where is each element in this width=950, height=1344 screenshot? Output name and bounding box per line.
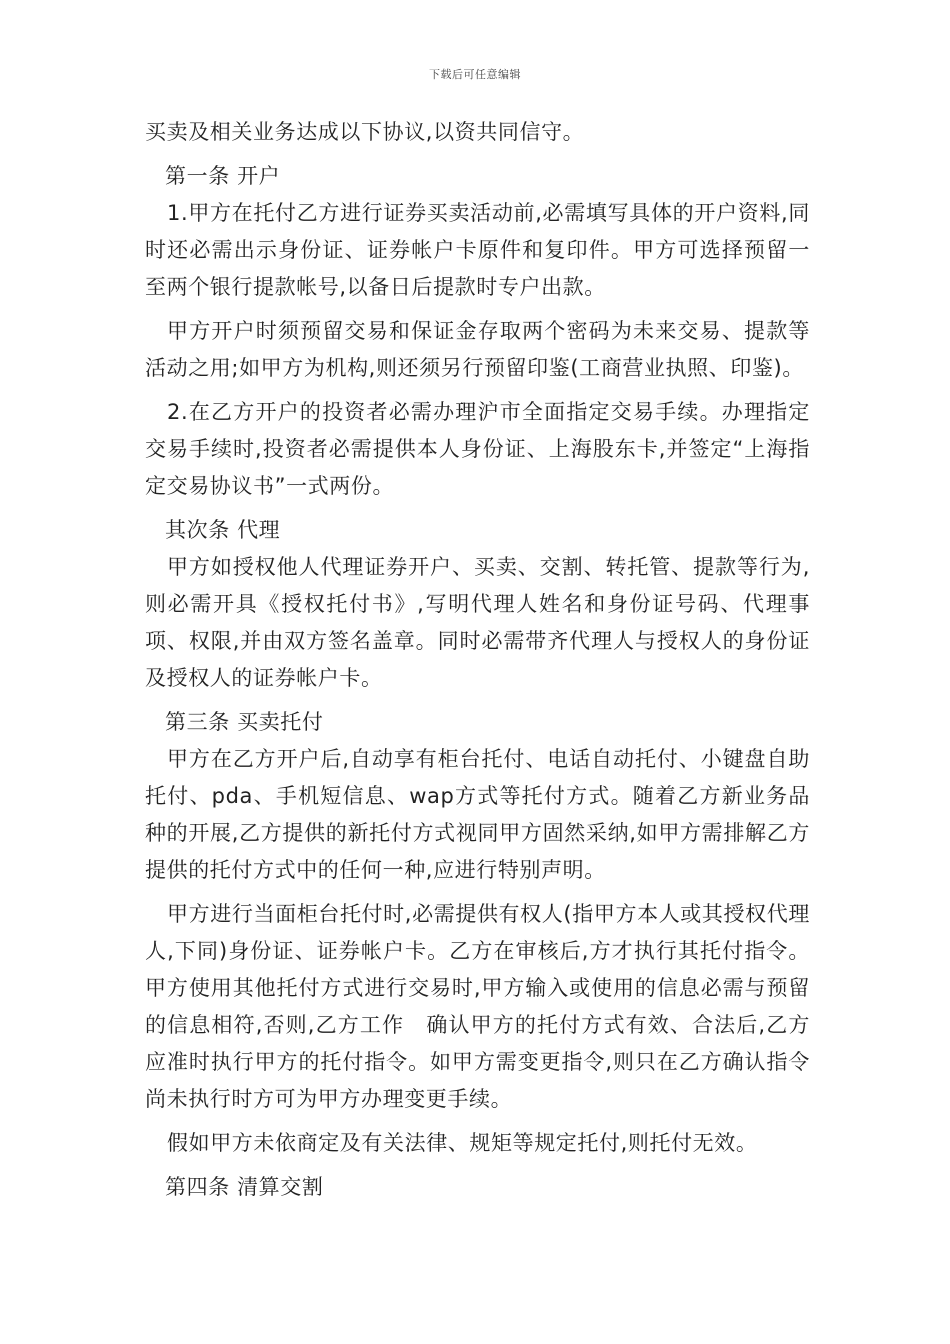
article-heading-2: 其次条 代理 [165, 518, 281, 542]
paragraph-account-opening-2: 甲方开户时须预留交易和保证金存取两个密码为未来交易、提款等活动之用;如甲方为机构,则还须另行预留印鉴(工商营业执照、印鉴)。 [145, 319, 810, 380]
header-note: 下载后可任意编辑 [429, 68, 521, 81]
article-heading-1: 第一条 开户 [165, 164, 281, 188]
paragraph-account-opening-1: 1.甲方在托付乙方进行证券买卖活动前,必需填写具体的开户资料,同时还必需出示身份证、证券帐户卡原件和复印件。甲方可选择预留一至两个银行提款帐号,以备日后提款时专户出款。 [145, 201, 810, 299]
article-heading-3: 第三条 买卖托付 [165, 710, 324, 734]
document-body [145, 114, 810, 1206]
paragraph-trading-1: 甲方在乙方开户后,自动享有柜台托付、电话自动托付、小键盘自助托付、pda、手机短信息、wap方式等托付方式。随着乙方新业务品种的开展,乙方提供的新托付方式视同甲方固然采纳,如甲方需排解乙方提供的托付方式中的任何一种,应进行特别声明。 [145, 747, 810, 882]
paragraph-trading-3: 假如甲方未依商定及有关法律、规矩等规定托付,则托付无效。 [167, 1131, 758, 1155]
paragraph-trading-2: 甲方进行当面柜台托付时,必需提供有权人(指甲方本人或其授权代理人,下同)身份证、证券帐户卡。乙方在审核后,方才执行其托付指令。甲方使用其他托付方式进行交易时,甲方输入或使用的信息必需与预留的信息相符,否则,乙方工作 确认甲方的托付方式有效、合法后,乙方应准时执行甲方的托付指令。如甲方需变更指令,则只在乙方确认指令尚未执行时方可为甲方办理变更手续。 [145, 902, 810, 1111]
paragraph-agency: 甲方如授权他人代理证券开户、买卖、交割、转托管、提款等行为,则必需开具《授权托付书》,写明代理人姓名和身份证号码、代理事项、权限,并由双方签名盖章。同时必需带齐代理人与授权人的身份证及授权人的证券帐户卡。 [145, 555, 810, 690]
article-heading-4: 第四条 清算交割 [165, 1175, 324, 1199]
paragraph-account-opening-3: 2.在乙方开户的投资者必需办理沪市全面指定交易手续。办理指定交易手续时,投资者必需提供本人身份证、上海股东卡,并签定“上海指定交易协议书”一式两份。 [145, 400, 810, 498]
paragraph-intro: 买卖及相关业务达成以下协议,以资共同信守。 [145, 120, 585, 144]
